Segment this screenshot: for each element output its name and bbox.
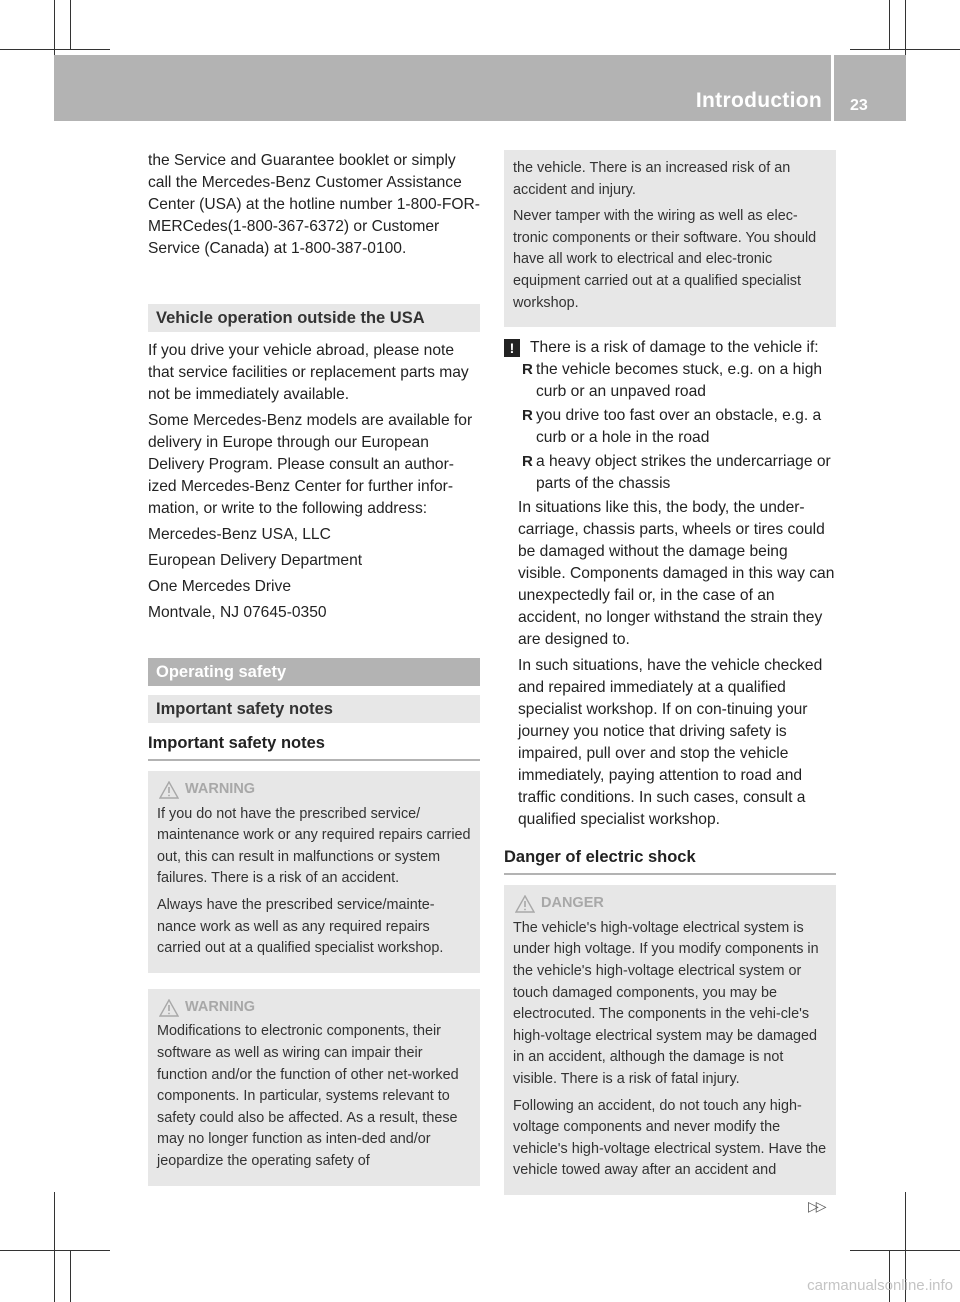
notice-paragraph-2: In situations like this, the body, the under-carriage, chassis parts, wheels or tires could be damaged without the damage being visible. Components damaged in this way can unexpectedly fail or, in the case of an accident, no longer withstand the strain they are designed to. bbox=[518, 499, 835, 649]
warning-text: the vehicle. There is an increased risk of an accident and injury. bbox=[513, 160, 791, 198]
warning-triangle-icon bbox=[159, 999, 179, 1017]
notice-paragraph-3: In such situations, have the vehicle checked and repaired immediately at a qualified specialist workshop. If on con-tinuing your journey you notice that driving safety is impaired, pull over and stop the vehicle immediately, paying attention to road and traffic conditions. In such cases, consult a qualified specialist workshop. bbox=[518, 657, 823, 829]
crop-mark bbox=[0, 1250, 110, 1251]
heading-electric-shock: Danger of electric shock bbox=[504, 847, 836, 875]
notice-exclamation-icon: ! bbox=[504, 339, 520, 357]
vehicle-op-paragraph-1: If you drive your vehicle abroad, please note that service facilities or replacement parts may not be immediately available. bbox=[148, 342, 469, 403]
section-vehicle-operation: Vehicle operation outside the USA bbox=[148, 304, 480, 332]
address-line: One Mercedes Drive bbox=[148, 578, 291, 595]
warning-box bbox=[148, 771, 480, 973]
warning-triangle-icon bbox=[159, 781, 179, 799]
heading-important-safety-notes: Important safety notes bbox=[148, 733, 480, 761]
crop-mark bbox=[889, 0, 890, 50]
intro-paragraph: the Service and Guarantee booklet or simply call the Mercedes-Benz Customer Assistance Center (USA) at the hotline number 1-800-FOR-MERCedes(1-800-367-6372) or Customer Service (Canada) at 1-800-387-0100. bbox=[148, 152, 480, 257]
address-line: Mercedes-Benz USA, LLC bbox=[148, 526, 331, 543]
watermark: carmanualsonline.info bbox=[807, 1277, 953, 1294]
notice-intro bbox=[504, 337, 836, 359]
bullet-icon: R bbox=[522, 407, 533, 425]
section-operating-safety: Operating safety bbox=[148, 658, 480, 686]
bullet-icon: R bbox=[522, 453, 533, 471]
left-column bbox=[148, 150, 480, 1186]
crop-mark bbox=[889, 1250, 890, 1302]
warning-label: WARNING bbox=[185, 781, 256, 797]
list-item: R you drive too fast over an obstacle, e.g. a curb or a hole in the road bbox=[522, 407, 822, 447]
continue-arrow-icon: ▷▷ bbox=[808, 1198, 824, 1214]
warning-text: Modifications to electronic components, their software as well as wiring can impair their function and/or the function of other net-worked components. In particular, systems relevant to safety could also be affected. As a result, these may no longer function as inten-ded and/or jeopardize the operating safety of bbox=[157, 1023, 459, 1169]
crop-mark bbox=[54, 1192, 55, 1302]
warning-text: If you do not have the prescribed service/ maintenance work or any required repairs carried out, this can result in malfunctions or system failures. There is a risk of an accident. bbox=[157, 805, 471, 887]
danger-text: The vehicle's high-voltage electrical system is under high voltage. If you modify components in the vehicle's high-voltage electrical system or touch damaged components, you may be electrocuted. The components in the vehi-cle's high-voltage electrical system may be damaged in an accident, although the damage is not visible. There is a risk of fatal injury. bbox=[513, 919, 819, 1087]
warning-triangle-icon bbox=[515, 895, 535, 913]
danger-header bbox=[513, 893, 829, 915]
warning-text: Never tamper with the wiring as well as elec-tronic components or their software. You should have all work to electrical and elec-tronic equipment carried out at a qualified specialist workshop. bbox=[513, 208, 817, 311]
header-divider bbox=[831, 55, 834, 121]
warning-header bbox=[157, 997, 473, 1019]
crop-mark bbox=[70, 0, 71, 50]
warning-label: WARNING bbox=[185, 998, 256, 1015]
crop-mark bbox=[0, 49, 110, 50]
notice-intro-text: There is a risk of damage to the vehicle if: bbox=[530, 339, 819, 357]
chapter-title: Introduction bbox=[695, 89, 822, 112]
address-line: European Delivery Department bbox=[148, 552, 363, 569]
warning-box-continued bbox=[504, 150, 836, 327]
warning-header bbox=[157, 779, 473, 801]
warning-text: Always have the prescribed service/mainte-nance work as well as any required repairs carried out at a qualified specialist workshop. bbox=[157, 896, 444, 957]
vehicle-op-paragraph-2: Some Mercedes-Benz models are available for delivery in Europe through our European Delivery Program. Please consult an author-ized Mercedes-Benz Center for further infor-mation, or write to the following address: bbox=[148, 412, 473, 517]
crop-mark bbox=[70, 1250, 71, 1302]
right-column bbox=[504, 150, 836, 1195]
list-item: R a heavy object strikes the undercarriage or parts of the chassis bbox=[522, 453, 831, 493]
address-line: Montvale, NJ 07645-0350 bbox=[148, 604, 327, 621]
danger-text: Following an accident, do not touch any high-voltage components and never modify the vehicle's high-voltage electrical system. Have the vehicle towed away after an accident and bbox=[513, 1097, 827, 1179]
page-number: 23 bbox=[850, 97, 868, 114]
notice-bullet-list bbox=[504, 359, 836, 495]
bullet-icon: R bbox=[522, 361, 533, 379]
subsection-important-safety-notes: Important safety notes bbox=[148, 695, 480, 723]
danger-box bbox=[504, 885, 836, 1195]
warning-box bbox=[148, 989, 480, 1186]
list-item: R the vehicle becomes stuck, e.g. on a high curb or an unpaved road bbox=[522, 361, 823, 401]
danger-label: DANGER bbox=[541, 895, 604, 912]
